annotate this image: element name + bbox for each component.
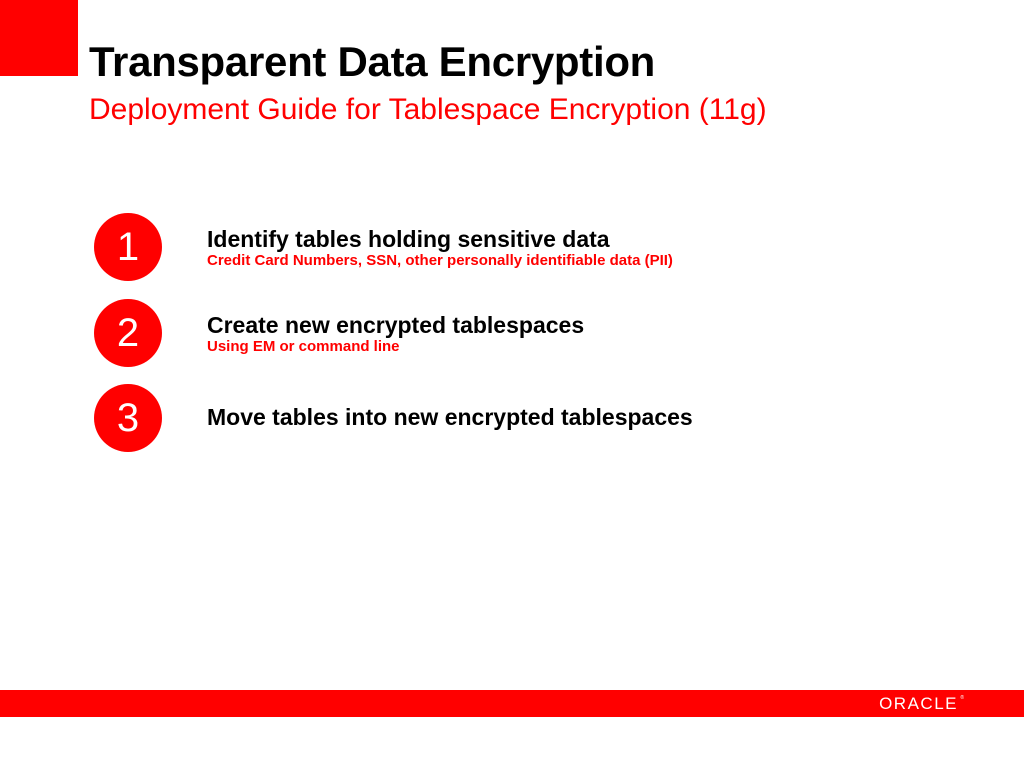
- oracle-logo: ORACLE: [879, 694, 958, 713]
- slide-subtitle: Deployment Guide for Tablespace Encryption (11g): [89, 93, 767, 126]
- step-detail: Using EM or command line: [207, 338, 400, 355]
- registered-mark: ®: [960, 695, 964, 701]
- step-detail: Credit Card Numbers, SSN, other personally identifiable data (PII): [207, 252, 673, 269]
- step-heading: Identify tables holding sensitive data: [207, 226, 610, 252]
- step-item-2: [94, 299, 894, 369]
- corner-accent-block: [0, 0, 78, 76]
- step-number-badge: 3: [94, 384, 162, 452]
- step-text: [207, 404, 693, 430]
- step-number-badge: 2: [94, 299, 162, 367]
- step-heading: Create new encrypted tablespaces: [207, 312, 585, 338]
- step-text: [207, 312, 584, 356]
- slide-title: Transparent Data Encryption: [89, 38, 656, 85]
- step-text: [207, 226, 673, 270]
- step-item-3: [94, 384, 894, 454]
- step-heading: Move tables into new encrypted tablespaces: [207, 404, 693, 430]
- step-number-badge: 1: [94, 213, 162, 281]
- step-item-1: [94, 213, 894, 283]
- footer-band: [0, 690, 1024, 717]
